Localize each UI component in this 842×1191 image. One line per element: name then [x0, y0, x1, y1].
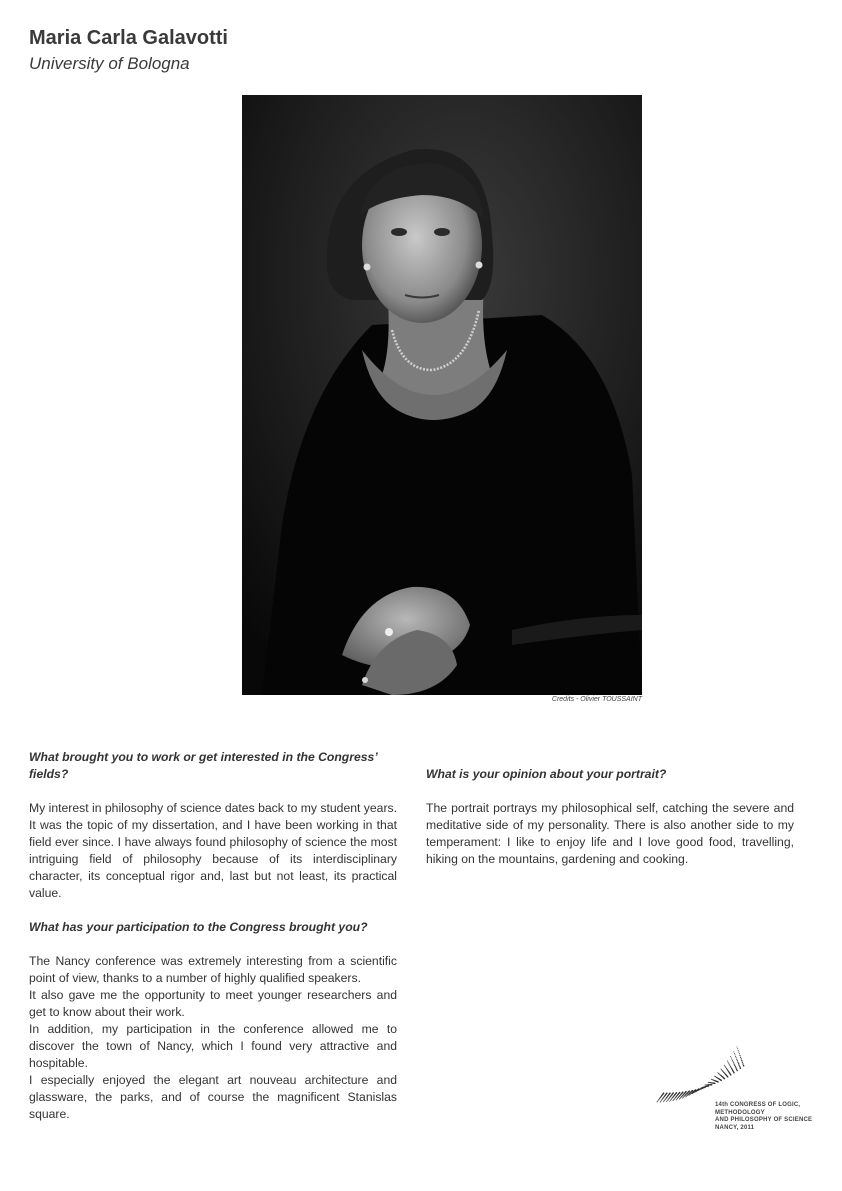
answer-2-paragraph: The Nancy conference was extremely interesting from a scientific point of view, thanks to a number of highly qualified speakers.: [29, 954, 397, 985]
question-3: What is your opinion about your portrait?: [426, 767, 667, 781]
answer-2: [29, 953, 397, 1123]
left-column: [29, 749, 397, 1140]
logo-line: METHODOLOGY: [715, 1109, 765, 1116]
answer-2-paragraph: It also gave me the opportunity to meet younger researchers and get to know about their work.: [29, 988, 397, 1019]
question-1: What brought you to work or get interested in the Congress’ fields?: [29, 750, 378, 781]
photo-credits: Credits - Olivier TOUSSAINT: [551, 696, 642, 703]
right-column: [426, 766, 794, 885]
logo-line: NANCY, 2011: [715, 1124, 755, 1131]
portrait-photo: [242, 95, 642, 695]
logo-line: 14th CONGRESS OF LOGIC,: [715, 1102, 801, 1108]
answer-1: My interest in philosophy of science dates back to my student years. It was the topic of my dissertation, and I have been working in that field ever since. I have always found philosophy of science the most intriguing field of philosophy because of its interdisciplinary character, its conceptual rigor and, last but not least, its practical value.: [29, 801, 397, 900]
congress-logo-text: [715, 1102, 812, 1132]
answer-2-paragraph: In addition, my participation in the conference allowed me to discover the town of Nancy, which I found very attractive and hospitable.: [29, 1022, 397, 1070]
person-name: Maria Carla Galavotti: [29, 27, 228, 49]
logo-line: AND PHILOSOPHY OF SCIENCE: [715, 1117, 813, 1123]
answer-3: The portrait portrays my philosophical self, catching the severe and meditative side of my personality. There is also another side to my temperament: I like to enjoy life and I love good food, travelling, hiking on the mountains, gardening and cooking.: [426, 801, 794, 866]
person-affiliation: University of Bologna: [29, 54, 190, 73]
question-2: What has your participation to the Congress brought you?: [29, 920, 368, 934]
answer-2-paragraph: I especially enjoyed the elegant art nouveau architecture and glassware, the parks, and of course the magnificent Stanislas square.: [29, 1073, 397, 1121]
